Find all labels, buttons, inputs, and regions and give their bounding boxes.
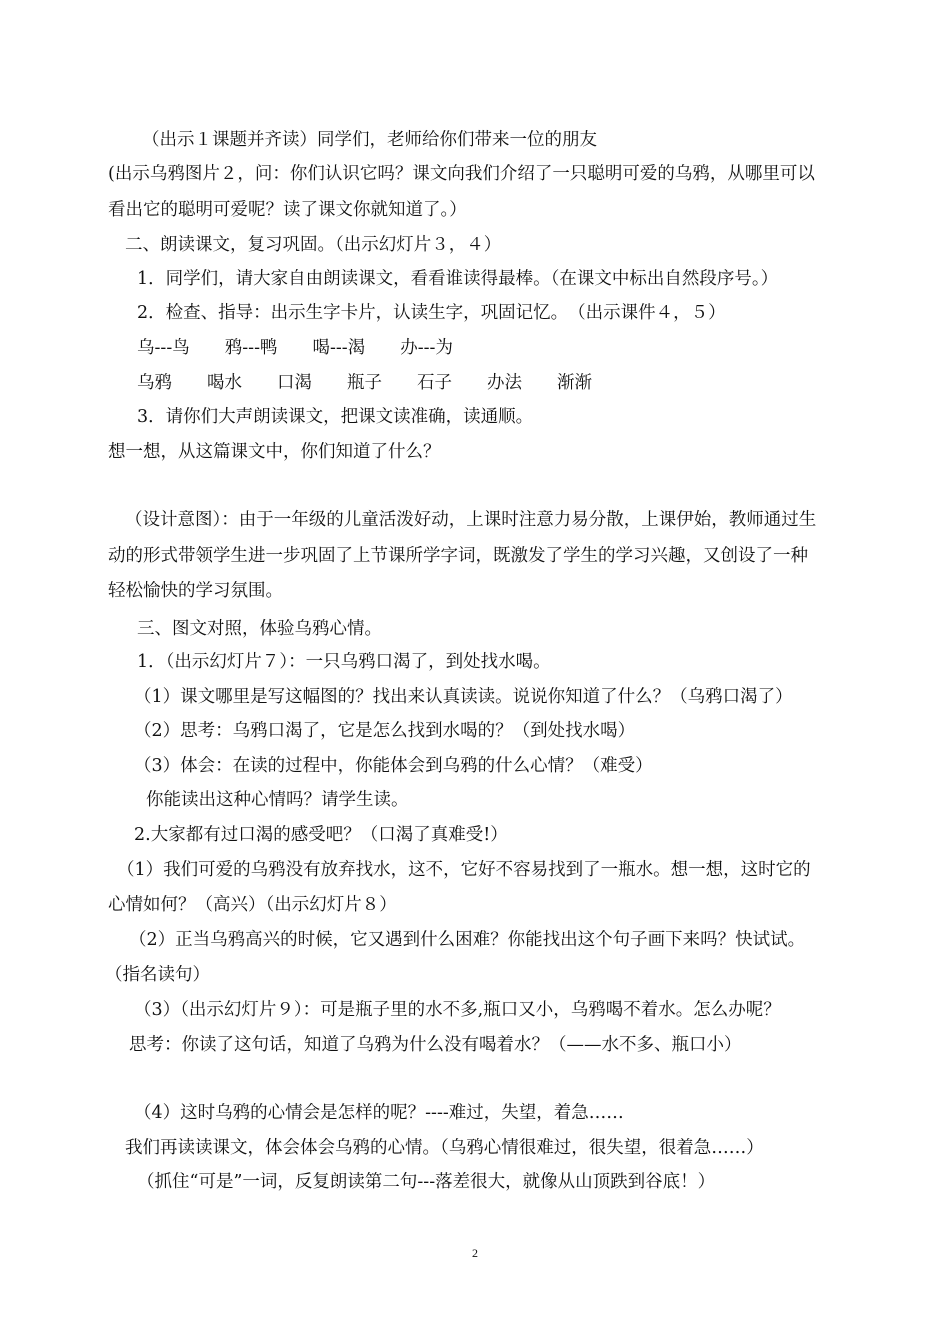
text-line: 我们再读读课文，体会体会乌鸦的心情。（乌鸦心情很难过，很失望，很着急……）: [125, 1138, 764, 1158]
section-heading: 二、朗读课文，复习巩固。（出示幻灯片３，４）: [125, 235, 502, 255]
character-pairs: 乌---鸟 鸦---鸭 喝---渴 办---为: [137, 338, 453, 358]
text-line: 3．请你们大声朗读课文，把课文读准确，读通顺。: [137, 407, 534, 427]
text-line: （3）（出示幻灯片９）：可是瓶子里的水不多,瓶口又小，乌鸦喝不着水。怎么办呢？: [134, 1000, 781, 1020]
text-line: 心情如何？（高兴）（出示幻灯片８）: [108, 895, 397, 915]
design-intent: （设计意图）：由于一年级的儿童活泼好动，上课时注意力易分散，上课伊始，教师通过生: [125, 510, 817, 530]
text-line: 1．同学们，请大家自由朗读课文，看看谁读得最棒。（在课文中标出自然段序号。）: [137, 269, 779, 289]
text-line: （2）正当乌鸦高兴的时候，它又遇到什么困难？你能找出这个句子画下来吗？快试试。: [129, 930, 806, 950]
text-line: 想一想，从这篇课文中，你们知道了什么？: [108, 442, 441, 462]
text-line: （抓住“可是”一词，反复朗读第二句---落差很大，就像从山顶跌到谷底！）: [137, 1172, 716, 1192]
text-line: 2．检查、指导：出示生字卡片，认读生字，巩固记忆。 （出示课件４，５）: [137, 303, 726, 323]
section-heading: 三、图文对照，体验乌鸦心情。: [137, 619, 382, 639]
text-line: （3）体会：在读的过程中，你能体会到乌鸦的什么心情？（难受）: [134, 756, 653, 776]
text-line: 看出它的聪明可爱呢？读了课文你就知道了。）: [108, 200, 467, 220]
text-line: （1）我们可爱的乌鸦没有放弃找水，这不，它好不容易找到了一瓶水。想一想，这时它的: [117, 860, 811, 880]
text-line: （4）这时乌鸦的心情会是怎样的呢？----难过，失望，着急……: [134, 1103, 624, 1123]
text-line: (出示乌鸦图片２，问：你们认识它吗？课文向我们介绍了一只聪明可爱的乌鸦，从哪里可以: [108, 164, 815, 184]
vocabulary-words: 乌鸦 喝水 口渴 瓶子 石子 办法 渐渐: [137, 373, 592, 393]
text-line: （出示１课题并齐读）同学们，老师给你们带来一位的朋友: [142, 130, 597, 150]
text-line: 思考：你读了这句话，知道了乌鸦为什么没有喝着水？（——水不多、瓶口小）: [129, 1035, 742, 1055]
text-line: （1）课文哪里是写这幅图的？找出来认真读读。说说你知道了什么？（乌鸦口渴了）: [134, 687, 793, 707]
text-line: 1．（出示幻灯片７）：一只乌鸦口渴了，到处找水喝。: [137, 652, 551, 672]
text-line: （2）思考：乌鸦口渴了，它是怎么找到水喝的？（到处找水喝）: [134, 721, 636, 741]
text-line: 你能读出这种心情吗？请学生读。: [146, 790, 409, 810]
text-line: 轻松愉快的学习氛围。: [108, 581, 283, 601]
text-line: （指名读句）: [105, 965, 210, 985]
page-number: 2: [472, 1246, 478, 1260]
text-line: 动的形式带领学生进一步巩固了上节课所学字词，既激发了学生的学习兴趣，又创设了一种: [108, 546, 808, 566]
text-line: 2.大家都有过口渴的感受吧？（口渴了真难受!）: [134, 825, 508, 845]
